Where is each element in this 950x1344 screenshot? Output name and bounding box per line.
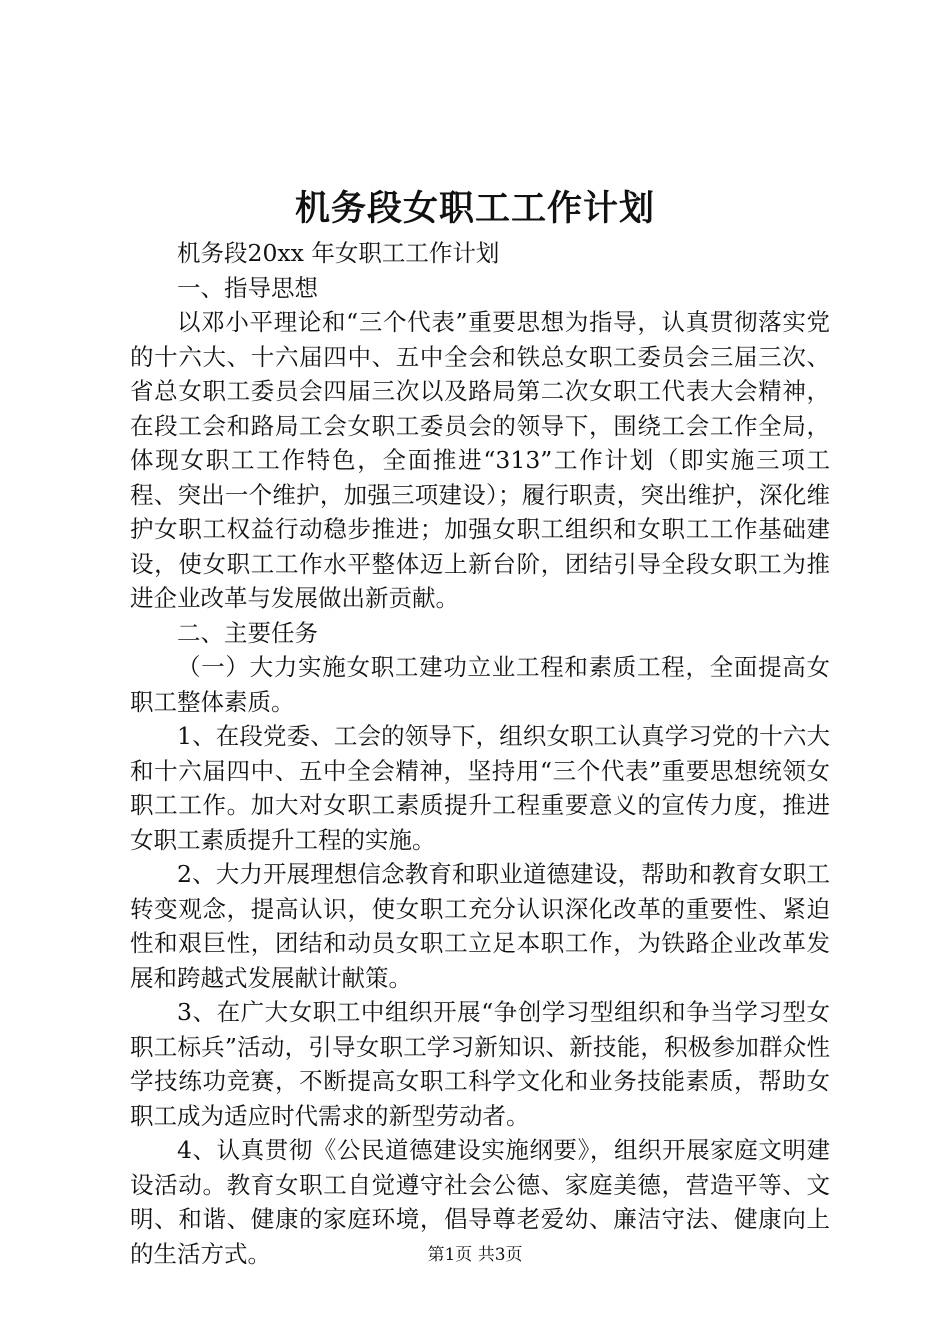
document-title: 机务段女职工工作计划	[294, 189, 655, 229]
task-item-1: 1、在段党委、工会的领导下，组织女职工认真学习党的十六大和十六届四中、五中全会精神，坚持用“三个代表”重要思想统领女职工工作。加大对女职工素质提升工程重要意义的宣传力度，推进女职工素质提升工程的实施。	[130, 722, 830, 854]
section-heading-main-tasks: 二、主要任务	[177, 618, 318, 647]
task-item-2: 2、大力开展理想信念教育和职业道德建设，帮助和教育女职工转变观念，提高认识，使女职工充分认识深化改革的重要性、紧迫性和艰巨性，团结和动员女职工立足本职工作，为铁路企业改革发展和跨越式发展献计献策。	[130, 860, 830, 992]
section-heading-guiding-ideology: 一、指导思想	[177, 273, 318, 302]
paragraph-guiding-ideology: 以邓小平理论和“三个代表”重要思想为指导，认真贯彻落实党的十六大、十六届四中、五中全会和铁总女职工委员会三届三次、省总女职工委员会四届三次以及路局第二次女职工代表大会精神，在段工会和路局工会女职工委员会的领导下，围绕工会工作全局，体现女职工工作特色，全面推进“313”工作计划（即实施三项工程、突出一个维护，加强三项建设）；履行职责，突出维护，深化维护女职工权益行动稳步推进；加强女职工组织和女职工工作基础建设，使女职工工作水平整体迈上新台阶，团结引导全段女职工为推进企业改革与发展做出新贡献。	[130, 308, 830, 612]
subtitle-paragraph: 机务段20xx 年女职工工作计划	[177, 239, 500, 267]
document-body	[130, 236, 830, 1271]
task-item-3: 3、在广大女职工中组织开展“争创学习型组织和争当学习型女职工标兵”活动，引导女职工学习新知识、新技能，积极参加群众性学技练功竞赛，不断提高女职工科学文化和业务技能素质，帮助女职工成为适应时代需求的新型劳动者。	[130, 998, 830, 1130]
subsection-heading-1: （一）大力实施女职工建功立业工程和素质工程，全面提高女职工整体素质。	[130, 653, 830, 716]
page-number-footer: 第1页 共3页	[427, 1245, 523, 1265]
task-item-4: 4、认真贯彻《公民道德建设实施纲要》，组织开展家庭文明建设活动。教育女职工自觉遵守社会公德、家庭美德，营造平等、文明、和谐、健康的家庭环境，倡导尊老爱幼、廉洁守法、健康向上的生活方式。	[130, 1136, 830, 1268]
